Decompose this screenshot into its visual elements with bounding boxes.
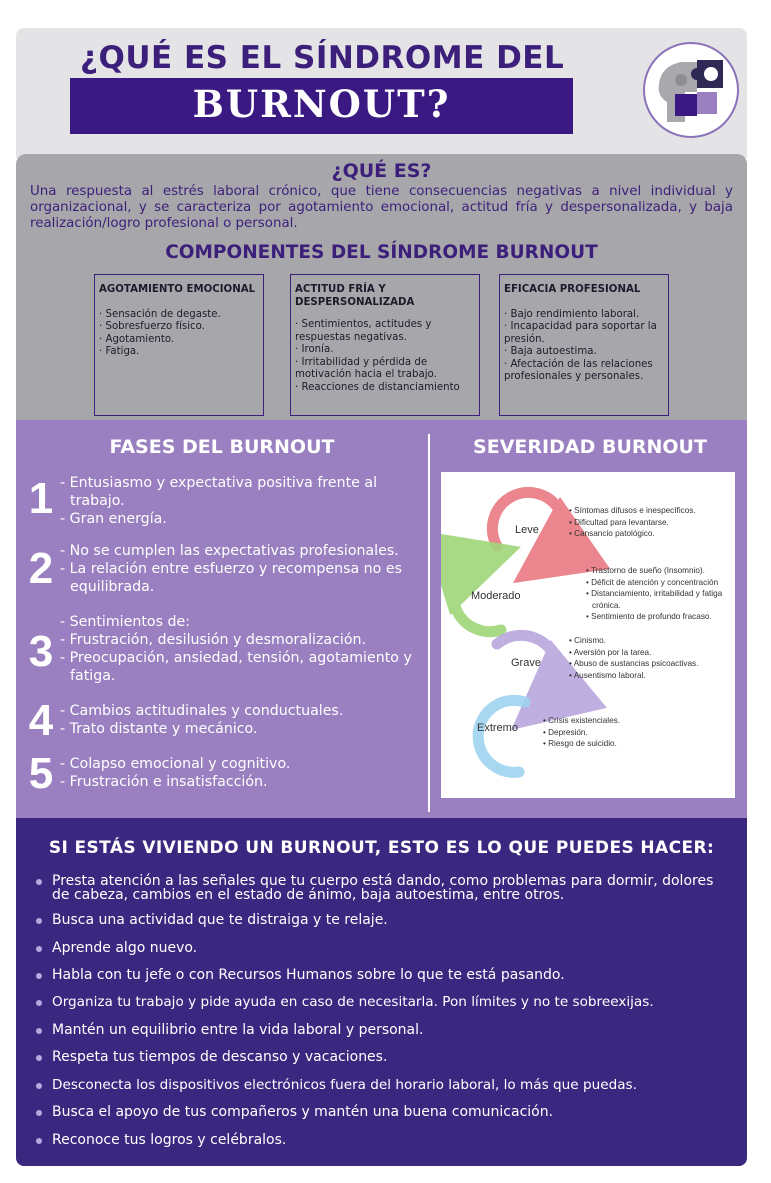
phase-item: - Frustración, desilusión y desmoralización. <box>60 632 367 648</box>
severity-symptom: • Trastorno de sueño (Insomnio). <box>586 566 705 575</box>
phase-1 <box>26 474 426 530</box>
phase-item: - Sentimientos de: <box>60 614 191 630</box>
severity-heading: SEVERIDAD BURNOUT <box>473 436 707 458</box>
severity-symptom: • Cansancio patológico. <box>569 529 655 538</box>
component-item: · Fatiga. <box>99 346 140 357</box>
severity-symptom: • Síntomas difusos e inespecíficos. <box>569 506 696 515</box>
severity-symptom: • Déficit de atención y concentración <box>586 577 719 587</box>
bullet-icon <box>36 973 42 979</box>
what-is-heading: ¿QUÉ ES? <box>331 160 432 182</box>
phase-item: - No se cumplen las expectativas profesionales. <box>60 543 399 559</box>
bullet-icon <box>36 1083 42 1089</box>
phase-2 <box>26 542 426 598</box>
page-title-line1: ¿QUÉ ES EL SÍNDROME DEL <box>80 40 565 76</box>
component-title: AGOTAMIENTO EMOCIONAL <box>99 284 256 295</box>
page-title-line2: BURNOUT? <box>192 82 451 126</box>
phase-item: - Entusiasmo y expectativa positiva frente al trabajo. <box>60 475 378 509</box>
phase-item: - Preocupación, ansiedad, tensión, agotamiento y fatiga. <box>60 650 412 684</box>
tip-item: Busca una actividad que te distraiga y te relaje. <box>36 913 733 927</box>
component-item: · Reacciones de distanciamiento <box>295 381 460 393</box>
tip-item: Presta atención a las señales que tu cuerpo está dando, como problemas para dormir, dolores de cabeza, cambios en el estado de ánimo, baja autoestima, entre otros. <box>36 874 733 902</box>
phase-4 <box>26 696 426 745</box>
component-item: · Baja autoestima. <box>504 346 597 357</box>
component-title: ACTITUD FRÍA Y DESPERSONALIZADA <box>295 284 415 308</box>
phase-number: 4 <box>28 696 54 745</box>
component-box-efficacy <box>499 274 669 416</box>
severity-symptoms-leve <box>569 505 729 540</box>
actions-heading: SI ESTÁS VIVIENDO UN BURNOUT, ESTO ES LO QUE PUEDES HACER: <box>48 838 715 858</box>
bullet-icon <box>36 1028 42 1034</box>
severity-diagram <box>441 472 735 798</box>
tip-item: Organiza tu trabajo y pide ayuda en caso de necesitarla. Pon límites y no te sobreexijas. <box>36 995 733 1009</box>
header <box>16 28 747 158</box>
title-band <box>70 78 573 134</box>
severity-symptoms-grave <box>569 635 729 681</box>
phase-item: - La relación entre esfuerzo y recompensa no es equilibrada. <box>60 561 402 595</box>
severity-label-extremo: Extremo <box>477 722 518 734</box>
component-box-cold-attitude <box>290 274 480 416</box>
component-item: · Sentimientos, actitudes y respuestas negativas. <box>295 319 432 343</box>
severity-symptom: • Distanciamiento, irritabilidad y fatiga crónica. <box>586 589 723 610</box>
component-item: · Sobresfuerzo físico. <box>99 321 205 332</box>
component-item: · Irritabilidad y pérdida de motivación hacia el trabajo. <box>295 356 437 380</box>
what-is-definition: Una respuesta al estrés laboral crónico, que tiene consecuencias negativas a nivel individual y organizacional, y se caracteriza por agotamiento emocional, actitud fría y despersonalizada, y baja realización/logro profesional o personal. <box>30 184 733 231</box>
tip-item: Reconoce tus logros y celébralos. <box>36 1133 733 1147</box>
bullet-icon <box>36 1138 42 1144</box>
bullet-icon <box>36 946 42 952</box>
component-box-emotional <box>94 274 264 416</box>
phase-number: 5 <box>28 749 54 798</box>
severity-symptom: • Sentimiento de profundo fracaso. <box>586 612 712 621</box>
severity-symptom: • Ausentismo laboral. <box>569 670 646 680</box>
phase-number: 1 <box>28 474 54 523</box>
severity-symptoms-moderado <box>586 565 726 623</box>
head-puzzle-logo-icon <box>643 42 739 138</box>
what-is-section <box>16 154 747 426</box>
phase-number: 3 <box>28 627 54 676</box>
phase-number: 2 <box>28 544 54 593</box>
severity-symptom: • Riesgo de suicidio. <box>543 739 617 748</box>
severity-label-leve: Leve <box>515 524 539 536</box>
tip-item: Busca el apoyo de tus compañeros y mantén una buena comunicación. <box>36 1105 733 1119</box>
severity-symptom: • Abuso de sustancias psicoactivas. <box>569 659 699 668</box>
component-item: · Sensación de degaste. <box>99 308 221 320</box>
severity-symptom: • Crisis existenciales. <box>543 716 621 725</box>
component-item: · Bajo rendimiento laboral. <box>504 308 640 320</box>
severity-symptom: • Dificultad para levantarse. <box>569 517 669 527</box>
component-title: EFICACIA PROFESIONAL <box>504 284 641 295</box>
phase-item: - Frustración e insatisfacción. <box>60 774 268 790</box>
severity-arc-extremo <box>478 700 525 772</box>
section-divider <box>428 434 430 812</box>
phase-3 <box>26 613 426 693</box>
severity-label-moderado: Moderado <box>471 590 521 602</box>
phase-item: - Trato distante y mecánico. <box>60 721 258 737</box>
component-item: · Agotamiento. <box>99 333 175 345</box>
severity-label-grave: Grave <box>511 657 541 669</box>
severity-symptom: • Aversión por la tarea. <box>569 647 652 657</box>
phases-heading: FASES DEL BURNOUT <box>109 436 335 458</box>
phases-section <box>16 420 747 824</box>
actions-section <box>16 818 747 1166</box>
component-item: · Afectación de las relaciones profesionales y personales. <box>504 358 653 382</box>
component-item: · Incapacidad para soportar la presión. <box>504 321 657 345</box>
bullet-icon <box>36 1055 42 1061</box>
phase-item: - Gran energía. <box>60 511 167 527</box>
bullet-icon <box>36 918 42 924</box>
components-heading: COMPONENTES DEL SÍNDROME BURNOUT <box>165 242 598 263</box>
severity-symptom: • Depresión. <box>543 727 588 737</box>
severity-symptom: • Cinismo. <box>569 636 606 645</box>
tip-item: Respeta tus tiempos de descanso y vacaciones. <box>36 1050 733 1064</box>
tip-item: Mantén un equilibrio entre la vida laboral y personal. <box>36 1023 733 1037</box>
tip-item: Desconecta los dispositivos electrónicos fuera del horario laboral, lo más que puedas. <box>36 1078 733 1092</box>
severity-symptoms-extremo <box>543 715 723 750</box>
bullet-icon <box>36 1000 42 1006</box>
component-item: · Ironía. <box>295 344 334 355</box>
bullet-icon <box>36 1110 42 1116</box>
phase-5 <box>26 749 426 798</box>
phase-item: - Colapso emocional y cognitivo. <box>60 756 291 772</box>
bullet-icon <box>36 879 42 885</box>
tip-item: Aprende algo nuevo. <box>36 941 733 955</box>
tip-item: Habla con tu jefe o con Recursos Humanos sobre lo que te está pasando. <box>36 968 733 982</box>
phase-item: - Cambios actitudinales y conductuales. <box>60 703 344 719</box>
